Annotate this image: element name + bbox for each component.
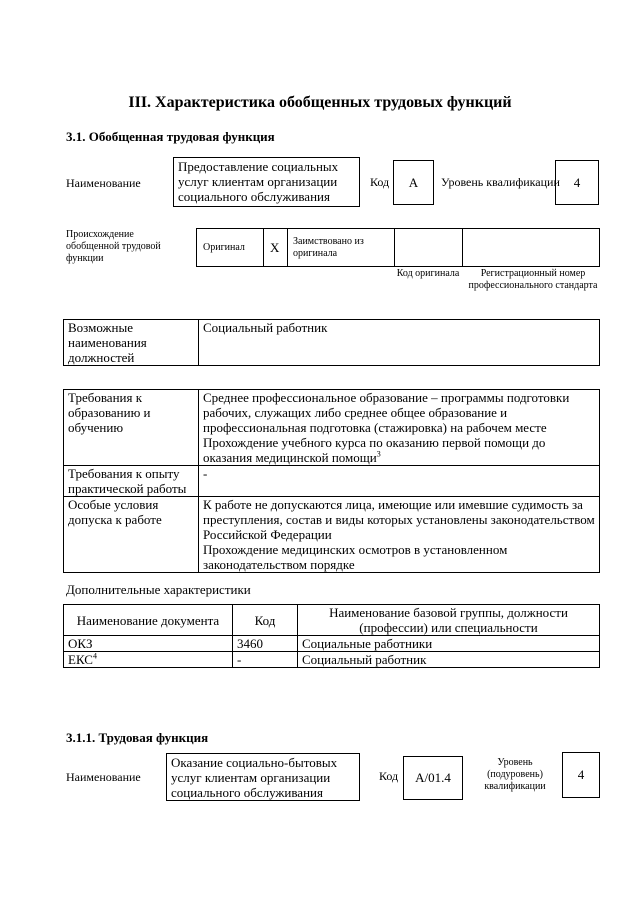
gtf-name-value: Предоставление социальных услуг клиентам организации социального обслуживания [173,157,360,207]
row-doc: ОКЗ [64,636,233,652]
original-label: Оригинал [203,242,245,253]
section-title: III. Характеристика обобщенных трудовых функций [128,94,512,111]
gtf-level-label: Уровень квалификации [441,175,560,189]
tf-name-label: Наименование [66,770,141,784]
conditions-label: Особые условия допуска к работе [64,497,199,573]
tf-code-value: А/01.4 [403,756,463,800]
col-header-name: Наименование базовой группы, должности (профессии) или специальности [298,605,600,636]
row-code: - [233,652,298,668]
gtf-heading: 3.1. Обобщенная трудовая функция [66,129,275,144]
additional-table [63,604,600,668]
col-header-code: Код [233,605,298,636]
education-value: Среднее профессиональное образование – программы подготовки рабочих, служащих либо среднее общее образование и профессиональная подготовка (стажировка) на рабочем месте [203,390,570,435]
conditions-cell [199,497,600,573]
tf-name-value: Оказание социально-бытовых услуг клиентам организации социального обслуживания [166,753,360,801]
education-value-2-text: Прохождение учебного курса по оказанию первой помощи до оказания медицинской помощи [203,435,546,465]
row-code: 3460 [233,636,298,652]
gtf-origin-label: Происхождение обобщенной трудовой функции [66,229,161,264]
tf-level-value: 4 [562,752,600,798]
table-row [64,636,600,652]
education-cell [199,390,600,466]
education-value-2 [203,435,595,465]
gtf-code-value: А [393,160,434,205]
experience-label: Требования к опыту практической работы [64,466,199,497]
conditions-value: К работе не допускаются лица, имеющие или имевшие судимость за преступления, состав и виды которых установлены законодательством Российской Федерации [203,497,595,542]
origin-table [196,228,600,267]
reg-number-caption: Регистрационный номер профессионального стандарта [468,268,598,291]
gtf-code-label: Код [370,175,390,189]
footnote-4: 4 [92,651,97,661]
col-header-doc: Наименование документа [64,605,233,636]
row-name: Социальные работники [298,636,600,652]
positions-label: Возможные наименования должностей [64,320,199,366]
orig-code-caption: Код оригинала [396,268,460,279]
positions-value: Социальный работник [199,320,600,366]
requirements-table [63,389,600,573]
experience-value: - [199,466,600,497]
row-name: Социальный работник [298,652,600,668]
row-doc: ЕКС [68,652,93,667]
borrowed-label: Заимствовано из оригинала [293,236,364,259]
row-doc-cell [64,652,233,668]
additional-heading: Дополнительные характеристики [66,582,251,597]
gtf-level-value: 4 [555,160,599,205]
original-mark: Х [270,240,280,255]
conditions-value-2: Прохождение медицинских осмотров в установленном законодательством порядке [203,542,508,572]
tf-code-label: Код [379,769,399,783]
gtf-name-label: Наименование [66,176,141,190]
footnote-3: 3 [376,449,381,459]
tf-level-label: Уровень (подуровень) квалификации [484,757,546,792]
education-label: Требования к образованию и обучению [64,390,199,466]
tf-heading: 3.1.1. Трудовая функция [66,730,209,745]
positions-table [63,319,600,366]
table-row [64,652,600,668]
